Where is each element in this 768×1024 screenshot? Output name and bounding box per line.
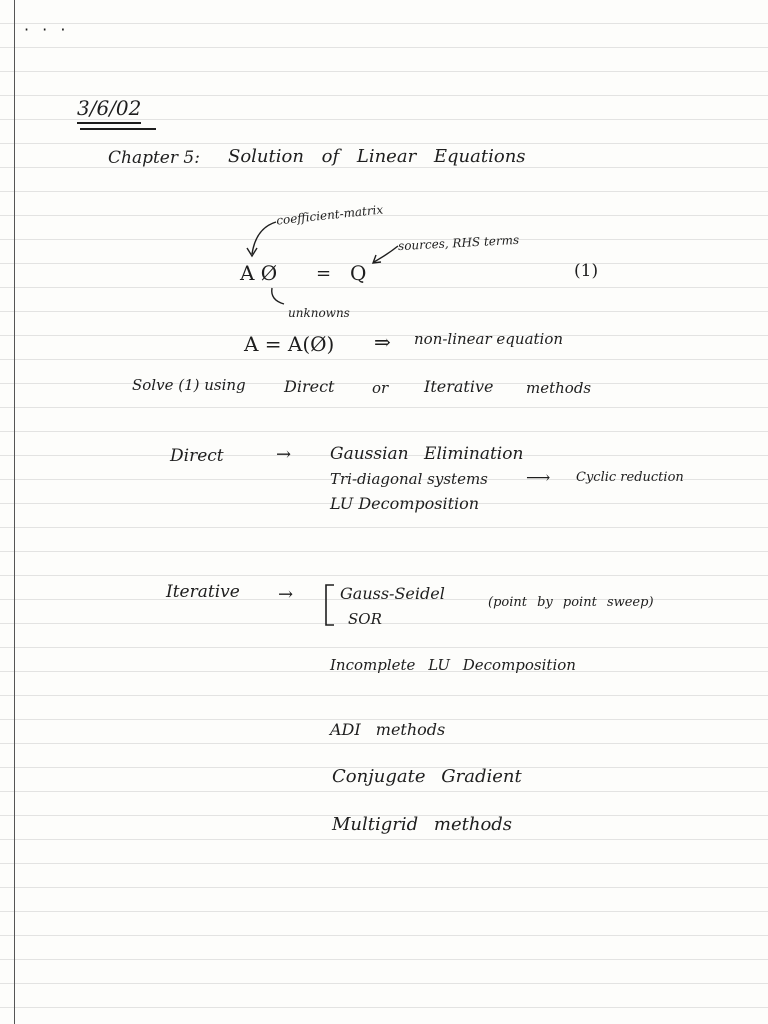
- chapter-label: Chapter 5:: [108, 148, 200, 168]
- iterative-item-ilu: Incomplete LU Decomposition: [330, 656, 576, 674]
- coefficient-arrow: [252, 222, 276, 254]
- cyclic-arrow: ⟶: [526, 468, 551, 488]
- page-date: 3/6/02: [77, 96, 141, 124]
- iterative-label: Iterative: [166, 582, 240, 602]
- iterative-arrow: →: [278, 584, 294, 605]
- date-underline: [80, 128, 156, 130]
- chapter-title: Solution of Linear Equations: [228, 146, 526, 167]
- sources-arrowhead: [373, 255, 381, 263]
- direct-arrow: →: [276, 444, 292, 465]
- sources-note: sources, RHS terms: [397, 232, 520, 254]
- direct-item-gaussian: Gaussian Elimination: [330, 444, 524, 464]
- solve-methods: methods: [526, 379, 592, 397]
- equation-lhs: A Ø: [240, 261, 278, 285]
- sources-arrow: [374, 246, 398, 262]
- corner-marks: · · ·: [24, 20, 70, 39]
- equation-equals: =: [316, 263, 332, 284]
- margin-line: [14, 0, 15, 1024]
- direct-label: Direct: [170, 446, 224, 466]
- direct-item-lu: LU Decomposition: [330, 494, 480, 513]
- solve-direct: Direct: [284, 377, 335, 396]
- equation-rhs: Q: [350, 261, 367, 285]
- iterative-bracket: [322, 583, 336, 627]
- unknowns-note: unknowns: [288, 306, 350, 320]
- iterative-item-multigrid: Multigrid methods: [332, 814, 513, 835]
- cyclic-note: Cyclic reduction: [576, 470, 684, 485]
- coefficient-arrowhead: [247, 248, 257, 256]
- implies-arrow: ⇒: [374, 330, 391, 354]
- coefficient-note: coefficient-matrix: [275, 202, 384, 228]
- iterative-item-cg: Conjugate Gradient: [332, 766, 522, 787]
- bracket-item-sor: SOR: [348, 610, 382, 628]
- solve-prefix: Solve (1) using: [132, 376, 246, 394]
- nonlinear-lhs: A = A(Ø): [244, 332, 335, 356]
- solve-iterative: Iterative: [424, 377, 494, 396]
- nonlinear-text: non-linear equation: [414, 330, 564, 348]
- bracket-item-gauss-seidel: Gauss-Seidel: [340, 584, 445, 603]
- solve-or: or: [372, 379, 389, 397]
- equation-number: (1): [574, 261, 599, 281]
- direct-item-tridiagonal: Tri-diagonal systems: [330, 470, 488, 488]
- sweep-note: (point by point sweep): [488, 595, 654, 610]
- iterative-item-adi: ADI methods: [330, 720, 446, 739]
- unknowns-arrow: [272, 288, 284, 304]
